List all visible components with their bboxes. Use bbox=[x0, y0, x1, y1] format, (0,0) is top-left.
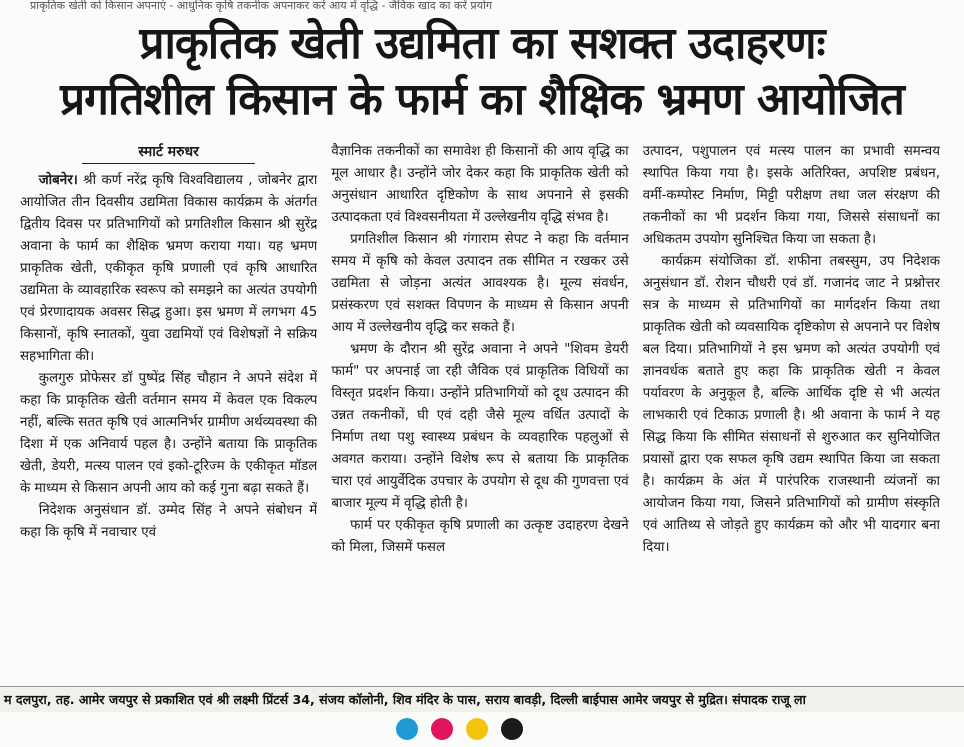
article-paragraph: उत्पादन, पशुपालन एवं मत्स्य पालन का प्रभावी समन्वय स्थापित किया गया है। इसके अतिरिक्त, अपशिष्ट प्रबंधन, वर्मी-कम्पोस्ट निर्माण, मिट्टी परीक्षण तथा जल संरक्षण की तकनीकों का भी प्रदर्शन किया गया, जिससे संसाधनों का अधिकतम उपयोग सुनिश्चित किया जा सकता है। bbox=[642, 144, 940, 247]
headline bbox=[14, 16, 950, 128]
yellow-dot-icon bbox=[466, 718, 488, 740]
article-paragraph: निदेशक अनुसंधान डॉ. उम्मेद सिंह ने अपने संबोधन में कहा कि कृषि में नवाचार एवं bbox=[20, 503, 318, 540]
article-body bbox=[20, 141, 940, 673]
article-paragraph: कार्यक्रम संयोजिका डॉ. शफीना तबस्सुम, उप निदेशक अनुसंधान डॉ. रोशन चौधरी एवं डॉ. गजानंद जाट ने प्रश्नोत्तर सत्र के माध्यम से प्रतिभागियों का मार्गदर्शन किया तथा प्राकृतिक खेती को व्यवसायिक दृष्टिकोण से अपनाने पर विशेष बल दिया। प्रतिभागियों ने इस भ्रमण को अत्यंत उपयोगी एवं ज्ञानवर्धक बताते हुए कहा कि प्राकृतिक खेती न केवल पर्यावरण के अनुकूल है, बल्कि आर्थिक दृष्टि से भी अत्यंत लाभकारी एवं टिकाऊ प्रणाली है। श्री अवाना के फार्म ने यह सिद्ध किया कि सीमित संसाधनों से शुरुआत कर सुनियोजित प्रयासों द्वारा एक सफल कृषि उद्यम स्थापित किया जा सकता है। कार्यक्रम के अंत में पारंपरिक राजस्थानी व्यंजनों का आयोजन किया गया, जिसने प्रतिभागियों को ग्रामीण संस्कृति एवं आतिथ्य से जोड़ते हुए कार्यक्रम को और भी यादगार बना दिया। bbox=[642, 254, 940, 555]
byline: स्मार्ट मरुधर bbox=[82, 141, 254, 164]
headline-line-1: प्राकृतिक खेती उद्यमिता का सशक्त उदाहरणः bbox=[139, 18, 825, 69]
magenta-dot-icon bbox=[431, 718, 453, 740]
article-paragraph: वैज्ञानिक तकनीकों का समावेश ही किसानों की आय वृद्धि का मूल आधार है। उन्होंने जोर देकर कहा कि प्राकृतिक खेती को अनुसंधान आधारित दृष्टिकोण के साथ अपनाने से इसकी उत्पादकता एवं विश्वसनीयता में उल्लेखनीय वृद्धि संभव है। bbox=[331, 144, 629, 225]
imprint-footer: म दलपुरा, तह. आमेर जयपुर से प्रकाशित एवं श्री लक्ष्मी प्रिंटर्स 34, संजय कॉलोनी, शिव मंदिर के पास, सराय बावड़ी, दिल्ली बाईपास आमेर जयपुर से मुद्रित। संपादक राजू ला bbox=[0, 686, 964, 712]
black-dot-icon bbox=[501, 718, 523, 740]
headline-line-2: प्रगतिशील किसान के फार्म का शैक्षिक भ्रमण आयोजित bbox=[60, 74, 904, 125]
article-paragraph: प्रगतिशील किसान श्री गंगाराम सेपट ने कहा कि वर्तमान समय में कृषि को केवल उत्पादन तक सीमित न रखकर उसे उद्यमिता से जोड़ना अत्यंत आवश्यक है। मूल्य संवर्धन, प्रसंस्करण एवं सशक्त विपणन के माध्यम से किसान अपनी आय में उल्लेखनीय वृद्धि कर सकते हैं। bbox=[331, 232, 629, 335]
paragraph-text: श्री कर्ण नरेंद्र कृषि विश्वविद्यालय , जोबनेर द्वारा आयोजित तीन दिवसीय उद्यमिता विकास कार्यक्रम के अंतर्गत द्वितीय दिवस पर प्रतिभागियों को प्रगतिशील किसान श्री सुरेंद्र अवाना के फार्म का शैक्षिक भ्रमण कराया गया। यह भ्रमण प्राकृतिक खेती, एकीकृत कृषि प्रणाली एवं कृषि आधारित उद्यमिता के व्यावहारिक स्वरूप को समझने का अत्यंत उपयोगी एवं प्रेरणादायक अवसर सिद्ध हुआ। इस भ्रमण में लगभग 45 किसानों, कृषि स्नातकों, युवा उद्यमियों एवं विशेषज्ञों ने सक्रिय सहभागिता की। bbox=[20, 173, 318, 364]
article-column-3 bbox=[643, 141, 940, 673]
cyan-dot-icon bbox=[396, 718, 418, 740]
registration-marks bbox=[396, 718, 523, 740]
article-paragraph: कुलगुरु प्रोफेसर डॉ पुष्पेंद्र सिंह चौहान ने अपने संदेश में कहा कि प्राकृतिक खेती वर्तमान समय में केवल एक विकल्प नहीं, बल्कि सतत कृषि एवं आत्मनिर्भर ग्रामीण अर्थव्यवस्था की दिशा में एक अनिवार्य पहल है। उन्होंने बताया कि प्राकृतिक खेती, डेयरी, मत्स्य पालन एवं इको-टूरिज्म के एकीकृत मॉडल के माध्यम से किसान अपनी आय को कई गुना बढ़ा सकते हैं। bbox=[20, 371, 318, 496]
article-paragraph: भ्रमण के दौरान श्री सुरेंद्र अवाना ने अपने "शिवम डेयरी फार्म" पर अपनाई जा रही जैविक एवं प्राकृतिक विधियों का विस्तृत प्रदर्शन किया। उन्होंने प्रतिभागियों को दूध उत्पादन की उन्नत तकनीकों, घी एवं दही जैसे मूल्य वर्धित उत्पादों के निर्माण तथा पशु स्वास्थ्य प्रबंधन के व्यवहारिक पहलुओं से अवगत कराया। उन्होंने विशेष रूप से बताया कि प्राकृतिक चारा एवं आयुर्वेदिक उपचार के उपयोग से दूध की गुणवत्ता एवं बाजार मूल्य में वृद्धि होती है। bbox=[331, 342, 629, 511]
top-strip-text: प्राकृतिक खेती को किसान अपनाएं - आधुनिक कृषि तकनीक अपनाकर करें आय में वृद्धि - जैविक खाद का करें प्रयोग bbox=[30, 0, 493, 12]
dateline: जोबनेर। bbox=[38, 173, 78, 188]
article-column-2 bbox=[331, 141, 628, 673]
article-column-1 bbox=[20, 141, 317, 673]
article-paragraph: फार्म पर एकीकृत कृषि प्रणाली का उत्कृष्ट उदाहरण देखने को मिला, जिसमें फसल bbox=[331, 518, 629, 555]
article-paragraph bbox=[20, 170, 317, 368]
